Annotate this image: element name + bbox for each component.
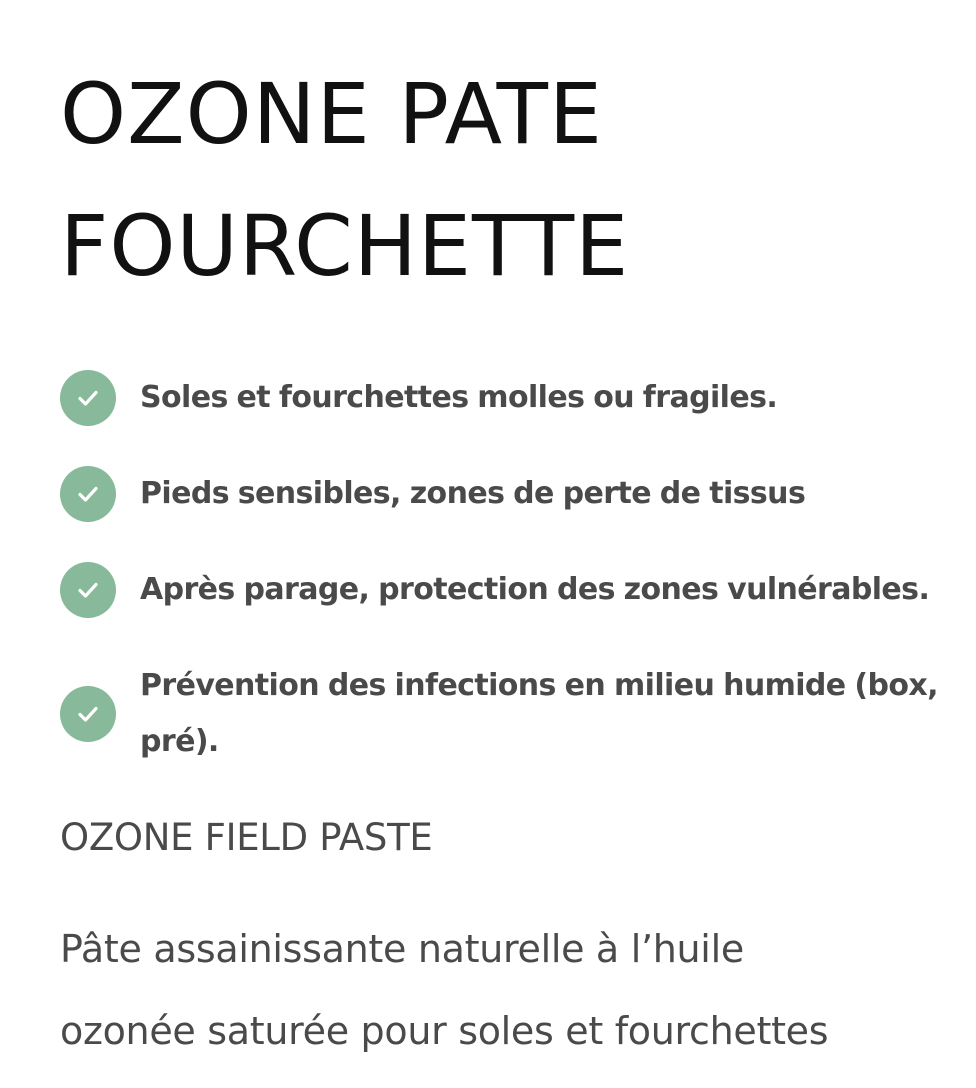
description-line: ozonée saturée pour soles et fourchettes	[60, 1009, 829, 1053]
description-line: Pâte assainissante naturelle à l’huile	[60, 927, 744, 971]
product-title-line: OZONE PATE	[60, 65, 603, 163]
feature-text: Soles et fourchettes molles ou fragiles.	[140, 380, 778, 415]
feature-item	[60, 658, 940, 770]
product-description	[60, 908, 940, 1072]
feature-text: Après parage, protection des zones vulnérables.	[140, 572, 930, 607]
feature-item	[60, 562, 940, 618]
feature-list	[60, 370, 940, 770]
check-circle-icon	[60, 466, 116, 522]
feature-item	[60, 370, 940, 426]
feature-text-line: Prévention des infections en milieu humide (box,	[140, 668, 938, 703]
check-circle-icon	[60, 686, 116, 742]
product-title	[60, 48, 940, 312]
check-circle-icon	[60, 370, 116, 426]
product-content	[60, 48, 940, 1072]
feature-text-line: pré).	[140, 724, 219, 759]
check-circle-icon	[60, 562, 116, 618]
feature-text: Pieds sensibles, zones de perte de tissus	[140, 476, 806, 511]
feature-item	[60, 466, 940, 522]
product-title-line: FOURCHETTE	[60, 197, 630, 295]
feature-text	[140, 658, 938, 770]
product-subtitle: OZONE FIELD PASTE	[60, 816, 433, 859]
